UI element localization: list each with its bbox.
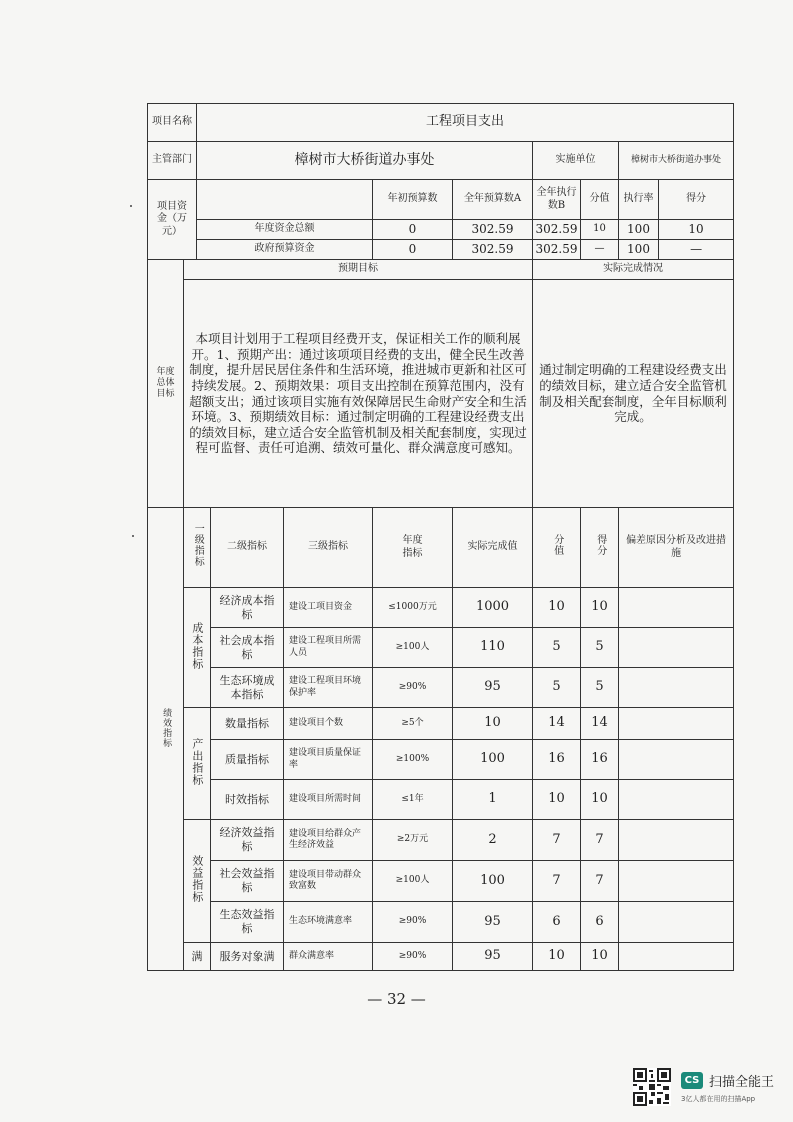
funds-row-name: 年度资金总额	[197, 220, 373, 240]
got: 10	[581, 588, 619, 628]
score: 5	[533, 668, 581, 708]
level3: 建设工程项目环境保护率	[284, 668, 373, 708]
funds-score: —	[581, 240, 619, 260]
level2: 生态环境成本指标	[211, 668, 284, 708]
level1-benefit: 效益指标	[184, 820, 211, 943]
level1-output: 产出指标	[184, 708, 211, 820]
deviation	[619, 861, 734, 902]
performance-table	[147, 103, 734, 971]
scan-speck	[132, 535, 134, 537]
dept-label: 主管部门	[148, 142, 197, 180]
level1-cost: 成本指标	[184, 588, 211, 708]
impl-value: 樟树市大桥街道办事处	[619, 142, 734, 180]
dept-value: 樟树市大桥街道办事处	[197, 142, 533, 180]
score: 5	[533, 628, 581, 668]
deviation	[619, 943, 734, 971]
score: 10	[533, 780, 581, 820]
funds-rate: 100	[619, 240, 659, 260]
header-target: 年度指标	[373, 508, 453, 588]
got: 5	[581, 628, 619, 668]
funds-got: 10	[659, 220, 734, 240]
actual: 1	[453, 780, 533, 820]
funds-annual: 302.59	[453, 220, 533, 240]
score: 10	[533, 588, 581, 628]
funds-initial: 0	[373, 240, 453, 260]
funds-score: 10	[581, 220, 619, 240]
level3: 建设项目质量保证率	[284, 740, 373, 780]
deviation	[619, 820, 734, 861]
indicator-row	[148, 668, 734, 708]
got: 10	[581, 780, 619, 820]
indicator-row	[148, 588, 734, 628]
level2: 经济效益指标	[211, 820, 284, 861]
funds-col-initial: 年初预算数	[373, 180, 453, 220]
funds-col-got: 得分	[659, 180, 734, 220]
funds-annual: 302.59	[453, 240, 533, 260]
got: 14	[581, 708, 619, 740]
target: ≥90%	[373, 668, 453, 708]
score: 6	[533, 902, 581, 943]
funds-col-executed: 全年执行数B	[533, 180, 581, 220]
got: 7	[581, 820, 619, 861]
funds-row	[148, 220, 734, 240]
target: ≤1000万元	[373, 588, 453, 628]
funds-executed: 302.59	[533, 220, 581, 240]
level3: 建设项目个数	[284, 708, 373, 740]
header-actual: 实际完成值	[453, 508, 533, 588]
watermark-title: 扫描全能王	[709, 1075, 775, 1090]
qr-code-icon	[633, 1068, 671, 1106]
level3: 生态环境满意率	[284, 902, 373, 943]
got: 7	[581, 861, 619, 902]
target: ≤1年	[373, 780, 453, 820]
scan-speck	[130, 205, 132, 207]
target: ≥90%	[373, 902, 453, 943]
funds-row-name: 政府预算资金	[197, 240, 373, 260]
actual: 95	[453, 943, 533, 971]
indicator-row	[148, 628, 734, 668]
got: 10	[581, 943, 619, 971]
funds-header-blank	[197, 180, 373, 220]
project-name-label: 项目名称	[148, 104, 197, 142]
target: ≥100人	[373, 628, 453, 668]
actual: 100	[453, 740, 533, 780]
page-number: — 32 —	[367, 990, 426, 1008]
expected-goal-header: 预期目标	[184, 260, 533, 280]
header-level3: 三级指标	[284, 508, 373, 588]
score: 10	[533, 943, 581, 971]
actual: 95	[453, 902, 533, 943]
level2: 质量指标	[211, 740, 284, 780]
level3: 建设工程项目所需人员	[284, 628, 373, 668]
level2: 经济成本指标	[211, 588, 284, 628]
got: 6	[581, 902, 619, 943]
target: ≥100%	[373, 740, 453, 780]
funds-label: 项目资金（万元）	[148, 180, 197, 260]
funds-executed: 302.59	[533, 240, 581, 260]
header-level1: 一级指标	[184, 508, 211, 588]
level3: 建设项目所需时间	[284, 780, 373, 820]
level2: 社会成本指标	[211, 628, 284, 668]
funds-col-score: 分值	[581, 180, 619, 220]
deviation	[619, 588, 734, 628]
level2: 社会效益指标	[211, 861, 284, 902]
actual: 110	[453, 628, 533, 668]
indicator-row	[148, 708, 734, 740]
deviation	[619, 902, 734, 943]
goals-label: 年度总体目标	[148, 260, 184, 508]
indicator-row	[148, 861, 734, 902]
target: ≥2万元	[373, 820, 453, 861]
indicator-row	[148, 820, 734, 861]
funds-got: —	[659, 240, 734, 260]
project-name: 工程项目支出	[197, 104, 734, 142]
actual: 100	[453, 861, 533, 902]
score: 7	[533, 861, 581, 902]
indicators-label-text: 绩效指标	[161, 708, 172, 748]
actual: 95	[453, 668, 533, 708]
indicators-label	[148, 508, 184, 971]
deviation	[619, 668, 734, 708]
actual: 1000	[453, 588, 533, 628]
indicator-row	[148, 780, 734, 820]
scanner-watermark	[633, 1068, 783, 1108]
funds-col-annual: 全年预算数A	[453, 180, 533, 220]
indicator-row	[148, 740, 734, 780]
score: 16	[533, 740, 581, 780]
level3: 建设项目给群众产生经济效益	[284, 820, 373, 861]
header-got: 得分	[581, 508, 619, 588]
funds-col-rate: 执行率	[619, 180, 659, 220]
header-score: 分值	[533, 508, 581, 588]
deviation	[619, 628, 734, 668]
target: ≥5个	[373, 708, 453, 740]
funds-row	[148, 240, 734, 260]
target: ≥90%	[373, 943, 453, 971]
level2: 服务对象满	[211, 943, 284, 971]
deviation	[619, 708, 734, 740]
got: 5	[581, 668, 619, 708]
target: ≥100人	[373, 861, 453, 902]
got: 16	[581, 740, 619, 780]
indicator-row	[148, 943, 734, 971]
score: 14	[533, 708, 581, 740]
header-deviation: 偏差原因分析及改进措施	[619, 508, 734, 588]
score: 7	[533, 820, 581, 861]
level2: 生态效益指标	[211, 902, 284, 943]
expected-goal-text: 本项目计划用于工程项目经费开支，保证相关工作的顺利展开。1、预期产出：通过该项项目经费的支出，健全民生改善制度，提升居民居住条件和生活环境，推进城市更新和社区可持续发展。2、预期效果：项目支出控制在预算范围内，没有超额支出；通过该项目实施有效保障居民生命财产安全和生活环境。3、预期绩效目标：通过制定明确的工程建设经费支出的绩效目标，建立适合安全监管机制及相关配套制度，实现过程可监督、责任可追溯、绩效可量化、群众满意度可感知。	[184, 280, 533, 508]
actual-goal-text: 通过制定明确的工程建设经费支出的绩效目标，建立适合安全监管机制及相关配套制度，全年目标顺利完成。	[533, 280, 734, 508]
level2: 时效指标	[211, 780, 284, 820]
header-level2: 二级指标	[211, 508, 284, 588]
actual: 10	[453, 708, 533, 740]
level3: 建设工项目资金	[284, 588, 373, 628]
deviation	[619, 740, 734, 780]
actual: 2	[453, 820, 533, 861]
funds-initial: 0	[373, 220, 453, 240]
deviation	[619, 780, 734, 820]
actual-goal-header: 实际完成情况	[533, 260, 734, 280]
watermark-subtitle: 3亿人都在用的扫描App	[681, 1095, 756, 1103]
level3: 建设项目带动群众致富数	[284, 861, 373, 902]
camscanner-logo-icon: CS	[681, 1072, 703, 1089]
level1-satisfaction: 满	[184, 943, 211, 971]
indicator-row	[148, 902, 734, 943]
funds-rate: 100	[619, 220, 659, 240]
level2: 数量指标	[211, 708, 284, 740]
impl-label: 实施单位	[533, 142, 619, 180]
level3: 群众满意率	[284, 943, 373, 971]
